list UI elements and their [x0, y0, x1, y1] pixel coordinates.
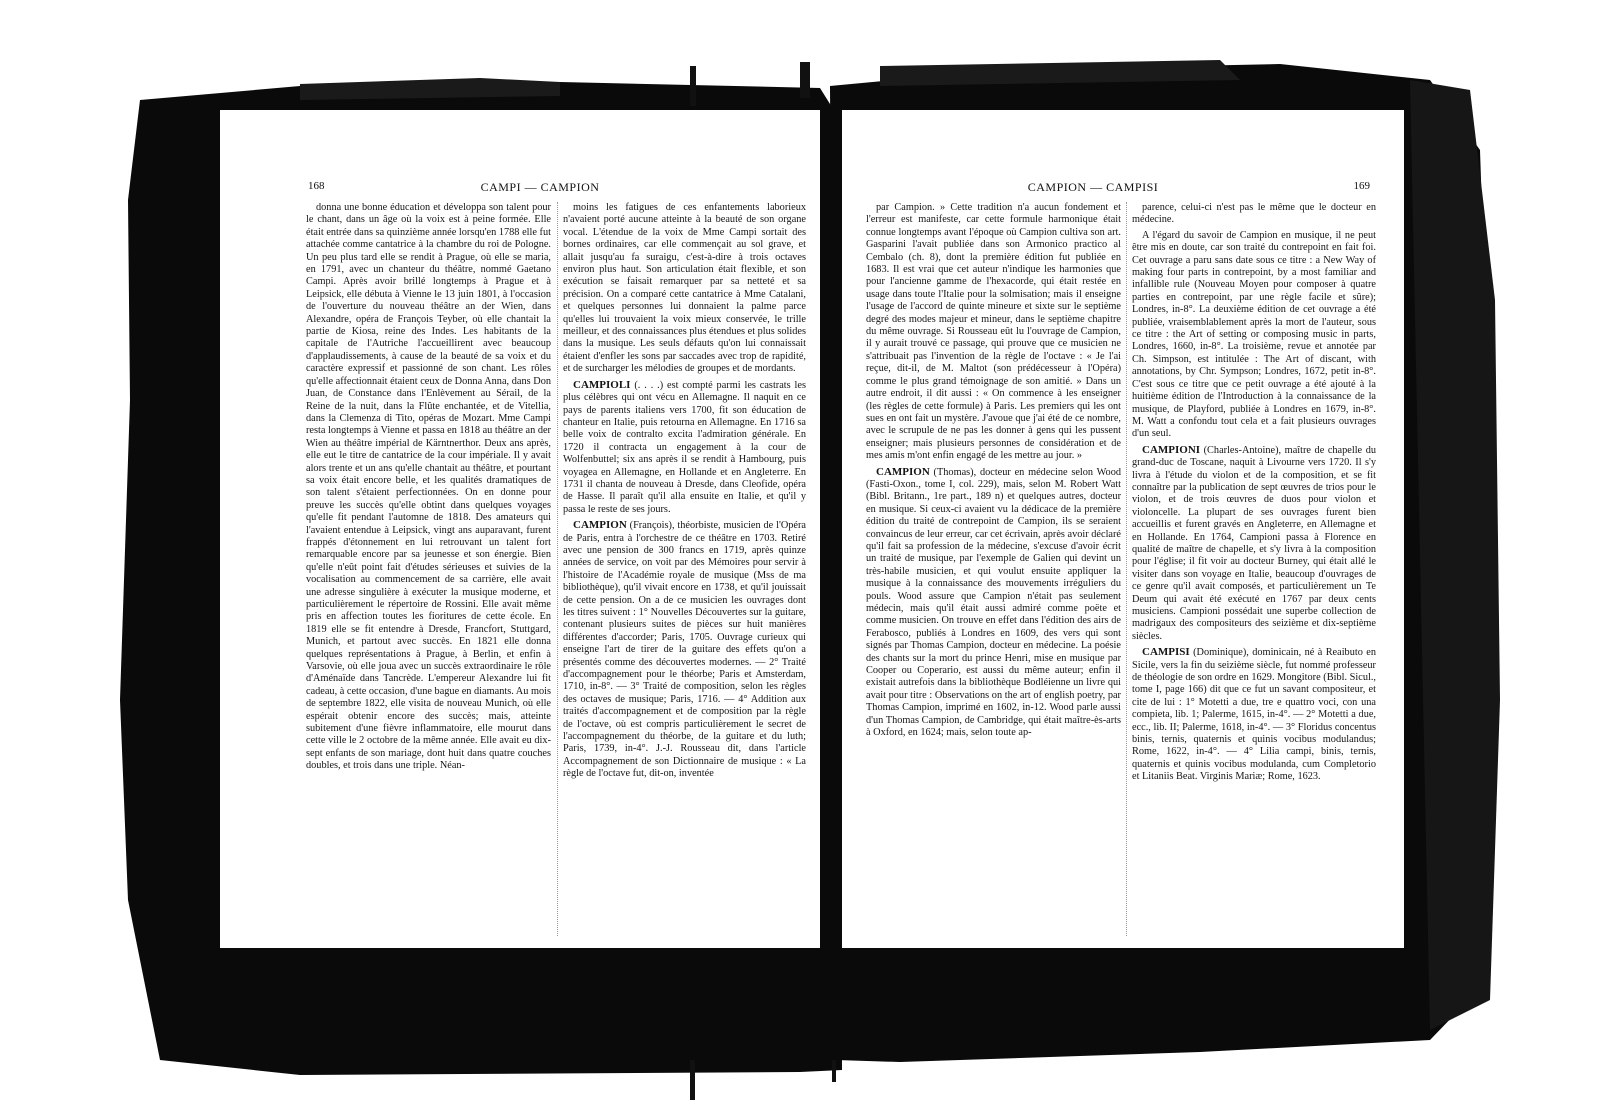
text-paragraph [866, 202, 1121, 463]
text-column [563, 202, 806, 936]
right-page-header [842, 180, 1404, 196]
dictionary-entry [1132, 444, 1376, 644]
column-divider [557, 202, 558, 936]
entry-headword: CAMPISI [1142, 646, 1190, 659]
text-paragraph [563, 202, 806, 376]
entry-text: A l'égard du savoir de Campion en musique, il ne peut être mis en doute, car son traité du contrepoint en fait foi. Cet ouvrage a paru sans date sous ce titre : a New Way of making four parts in contrepoint, by a most familiar and infallible rule (Nouveau Moyen pour composer à quatre parties en contrepoint, par une règle facile et sûre); Londres, in-8°. La deuxième édition de cet ouvrage a été publiée, vraisemblablement après la mort de l'auteur, sous ce titre : the Art of setting or composing music in parts, Londres, 1660, in-8°. La troisième, revue et annotée par Ch. Simpson, est intitulée : The Art of discant, with annotations, by Chr. Sympson; Londres, 1672, petit in-8°. C'est sous ce titre que ce petit ouvrage a été ajouté à la huitième édition de l'Introduction à la connaissance de la musique, de Playford, publiée à Londres en 1679, in-8°. M. Watt a confondu tout cela et a fait plusieurs ouvrages d'un seul. [1132, 229, 1376, 440]
entry-text: moins les fatigues de ces enfantements laborieux n'avaient porté aucune atteinte à la beauté de son organe vocal. L'étendue de la voix de Mme Campi sortait des bornes ordinaires, car elle commençait au sol grave, et allait jusqu'au fa suraigu, c'est-à-dire à trois octaves environ plus haut. Son articulation était flexible, et son exécution se faisait remarquer par sa netteté et sa précision. On a comparé cette cantatrice à Mme Catalani, et quelques personnes lui donnaient la palme parce qu'elles lui trouvaient la voix mieux conservée, le trille meilleur, et des connaissances plus étendues et plus solides dans la musique. Les seuls défauts qu'on lui connaissait étaient d'enfler les sons par saccades avec trop de rapidité, et de surcharger les mélodies de groupes et de mordants. [563, 202, 806, 375]
dictionary-entry [563, 379, 806, 516]
text-column [1132, 202, 1376, 936]
entry-headword: CAMPIOLI [573, 378, 631, 391]
left-running-head: CAMPI — CAMPION [480, 180, 600, 194]
entry-text: par Campion. » Cette tradition n'a aucun fondement et l'erreur est manifeste, car cette formule harmonique était connue longtemps avant l'époque où Campion cultiva son art. Gasparini l'avait publiée dans son Armonico practico al Cembalo (ch. 8), dont la première édition fut publiée en 1683. Il est vrai que cet auteur n'indique les harmonies que pour l'ancienne gamme de l'hexacorde, qui était restée en usage dans toute l'Italie pour la solmisation; mais il enseigne l'usage de l'accord de quinte mineure et sixte sur le septième degré des modes majeur et mineur, dans le septième chapitre du même ouvrage. Si Rousseau eût lu l'ouvrage de Campion, il y aurait trouvé ce passage, qui prouve que ce musicien ne s'attribuait pas l'invention de la règle de l'octave : « Je l'ai reçue, dit-il, de M. Maltot (son prédécesseur à l'Opéra) comme le plus grand témoignage de son amitié. » Dans un autre endroit, il dit aussi : « On commence à les enseigner (les règles de cette formule) à Paris. Les premiers qui les ont sues en ont fait un mystère. J'avoue que j'ai été de ce nombre, avec le scrupule de ne pas les donner à gens qui les pussent enseigner; mais plusieurs personnes de considération et de mes amis m'ont enfin engagé de les mettre au jour. » [866, 202, 1121, 462]
entry-headword: CAMPION [876, 465, 930, 478]
entry-headword: CAMPION [573, 519, 627, 532]
dictionary-entry [1132, 646, 1376, 783]
entry-text: parence, celui-ci n'est pas le même que le docteur en médecine. [1132, 202, 1376, 226]
right-page [842, 110, 1404, 948]
entry-headword: CAMPIONI [1142, 443, 1201, 456]
column-divider [1126, 202, 1127, 936]
text-paragraph [1132, 202, 1376, 227]
entry-text: (Dominique), dominicain, né à Reaibuto en Sicile, vers la fin du seizième siècle, fut nommé professeur de théologie de son ordre en 1629. Mongitore (Bibl. Sicul., tome I, page 166) dit que ce fut un savant compositeur, et cite de lui : 1° Motetti a due, tre e quattro voci, con una compieta, lib. 1; Palerme, 1615, in-4°. — 2° Motetti a due, ecc., lib. II; Palerme, 1618, in-4°. — 3° Floridus concentus binis, ternis, quaternis et quinis vocibus modulandus; Rome, 1622, in-4°. — 4° Lilia campi, binis, ternis, quaternis et quinis vocibus modulanda, cum Completorio et Litaniis Beat. Virginis Mariæ; Rome, 1623. [1132, 647, 1376, 783]
text-column [866, 202, 1121, 936]
dictionary-entry [563, 519, 806, 781]
left-page [220, 110, 820, 948]
left-page-number: 168 [308, 180, 325, 192]
text-paragraph [1132, 230, 1376, 441]
entry-text: donna une bonne éducation et développa son talent pour le chant, dans un âge où la voix est à peine formée. Elle était entrée dans sa quinzième année lorsqu'en 1788 elle fut attachée comme cantatrice à la chambre du roi de Pologne. Un peu plus tard elle se rendit à Prague, où elle se maria, en 1791, avec un chanteur du théâtre, nommé Gaetano Campi. Après avoir brillé longtemps à Prague et à Leipsick, elle débuta à Vienne le 13 juin 1801, à l'occasion de l'ouverture du nouveau théâtre an der Wien, dans Alexandre, opéra de François Teyber, où elle chantait la partie de Kiosa, reine des Indes. Les habitants de la capitale de l'Autriche l'accueillirent avec beaucoup d'applaudissements, à cause de la beauté de sa voix et du caractère expressif et passionné de son chant. Les rôles qu'elle affectionnait étaient ceux de Donna Anna, dans Don Juan, de Constance dans l'Enlèvement au Sérail, de la Reine de la nuit, dans la Flûte enchantée, et de Vitellia, dans la Clemenza di Tito, opéras de Mozart. Mme Campi resta longtemps à Vienne et passa en 1818 au théâtre an der Wien au théâtre impérial de Kärntnerthor. Deux ans après, elle eut le titre de cantatrice de la cour impériale. Il y avait alors trente et un ans qu'elle chantait au théâtre, et pourtant sa voix était encore belle, et les qualités dramatiques de son talent s'étaient perfectionnées. On en donne pour preuve les succès qu'elle obtint dans quelques voyages qu'elle fit pendant l'automne de 1818. Des amateurs qui l'avaient entendue à Leipsick, vingt ans auparavant, furent frappés d'étonnement en lui retrouvant un talent fort remarquable encore par sa jeunesse et son énergie. Bien qu'elle n'eût point fait d'études sérieuses et suivies de la vocalisation au commencement de sa carrière, elle avait une adresse singulière à exécuter la musique moderne, et particulièrement le répertoire de Rossini. Elle avait même pris en affection toutes les fioritures de cette école. En 1819 elle se fit entendre à Dresde, Francfort, Stuttgard, Munich, et partout avec succès. En 1821 elle donna quelques représentations à Prague, à Berlin, et enfin à Varsovie, où elle joua avec un succès extraordinaire le rôle d'Aménaïde dans Tancrède. L'empereur Alexandre lui fit cadeau, à cette occasion, d'une bague en diamants. Au mois de septembre 1822, elle visita de nouveau Munich, où elle espérait obtenir encore des succès; mais, atteinte subitement d'une fièvre inflammatoire, elle mourut dans cette ville le 2 octobre de la même année. Elle avait eu dix-sept enfants de son mariage, dont huit dans quatre couches doubles, et trois dans une triple. Néan- [306, 202, 551, 772]
entry-text: (. . . .) est compté parmi les castrats les plus célèbres qui ont vécu en Allemagne. Il naquit en ce pays de parents italiens vers 1700, fit son éducation de chanteur en Italie, puis retourna en Allemagne. En 1716 sa belle voix de contralto excita l'admiration générale. En 1720 il contracta un engagement à la cour de Wolfenbuttel; six ans après il se rendit à Hambourg, puis voyagea en Allemagne, en Hollande et en Angleterre. En 1731 il chanta de nouveau à Dresde, dans Cleofide, opéra de Hasse. Il paraît qu'il alla ensuite en Italie, et qu'il y passa le reste de ses jours. [563, 379, 806, 515]
dictionary-entry [866, 466, 1121, 740]
entry-text: (François), théorbiste, musicien de l'Opéra de Paris, entra à l'orchestre de ce théâtre en 1703. Retiré avec une pension de 300 francs en 1719, après quinze années de service, on voit par des Mémoires pour servir à l'histoire de l'Académie royale de musique (Mss de ma bibliothèque), qu'il vivait encore en 1738, et qu'il jouissait de cette pension. On a de ce musicien les ouvrages dont les titres suivent : 1° Nouvelles Découvertes sur la guitare, contenant plusieurs suites de pièces sur huit manières différentes d'accorder; Paris, 1705. Ouvrage curieux qui enseigne l'art de tirer de la guitare des effets qu'on a présentés comme des découvertes modernes. — 2° Traité d'accompagnement pour le théorbe; Paris et Amsterdam, 1710, in-8°. — 3° Traité de composition, selon les règles des octaves de musique; Paris, 1716. — 4° Addition aux traités d'accompagnement et de composition par la règle de l'octave, où est compris particulièrement le secret de l'accompagnement du théorbe, de la guitare et du luth; Paris, 1739, in-4°. J.-J. Rousseau dit, dans l'article Accompagnement de son Dictionnaire de musique : « La règle de l'octave fut, dit-on, inventée [563, 520, 806, 780]
text-column [306, 202, 551, 936]
right-running-head: CAMPION — CAMPISI [1027, 180, 1159, 194]
entry-text: (Thomas), docteur en médecine selon Wood (Fasti-Oxon., tome I, col. 229), mais, selon M. Robert Watt (Bibl. Britann., 1re part., 189 n) et quelques autres, docteur en musique. Si ceux-ci avaient vu la dédicace de la première édition du traité de contrepoint de Campion, ils se seraient convaincus de leur erreur, car cet écrivain, après avoir déclaré qu'il fait sa profession de la médecine, s'excuse d'avoir écrit un traité de musique, par l'exemple de Galien qui devint un très-habile musicien, et qui voulut ensuite appliquer la musique à la connaissance des mouvements irréguliers du pouls. Wood assure que Campion n'était pas seulement médecin, mais qu'il était aussi admiré comme poëte et comme musicien. On trouve en effet dans l'édition des airs de Ferabosco, publiés à Londres en 1609, des vers qui sont signés par Thomas Campion, docteur en médecine. La poésie des chants sur la mort du prince Henri, mise en musique par Cooper ou Coperario, est aussi du même auteur; enfin il existait autrefois dans la bibliothèque Bodléienne un livre qui avait pour titre : Observations on the art of english poetry, par Thomas Campion, imprimé en 1602, in-12. Wood parle aussi d'un Thomas Campion, de Cambridge, qui était maître-ès-arts à Oxford, en 1624; mais, selon toute ap- [866, 466, 1121, 739]
right-page-number: 169 [1353, 180, 1370, 192]
text-paragraph [306, 202, 551, 773]
left-page-header [220, 180, 820, 196]
entry-text: (Charles-Antoine), maître de chapelle du grand-duc de Toscane, naquit à Livourne vers 1720. Il s'y livra à l'étude du violon et de la composition, et se fit connaître par la publication de sept œuvres de trios pour le violon, et de trois œuvres de duos pour violon et violoncelle. La plupart de ses ouvrages furent bien accueillis et furent gravés en Angleterre, en Allemagne et en Hollande. En 1764, Campioni passa à Florence en qualité de maître de chapelle, et s'y livra à la composition pour l'église; il fit voir au docteur Burney, qui était allé le visiter dans son voyage en Italie, beaucoup d'ouvrages de ce genre qu'il avait composés, et particulièrement un Te Deum qui avait été exécuté en 1767 par deux cents musiciens. Campioni possédait une superbe collection de madrigaux des compositeurs des seizième et dix-septième siècles. [1132, 444, 1376, 642]
